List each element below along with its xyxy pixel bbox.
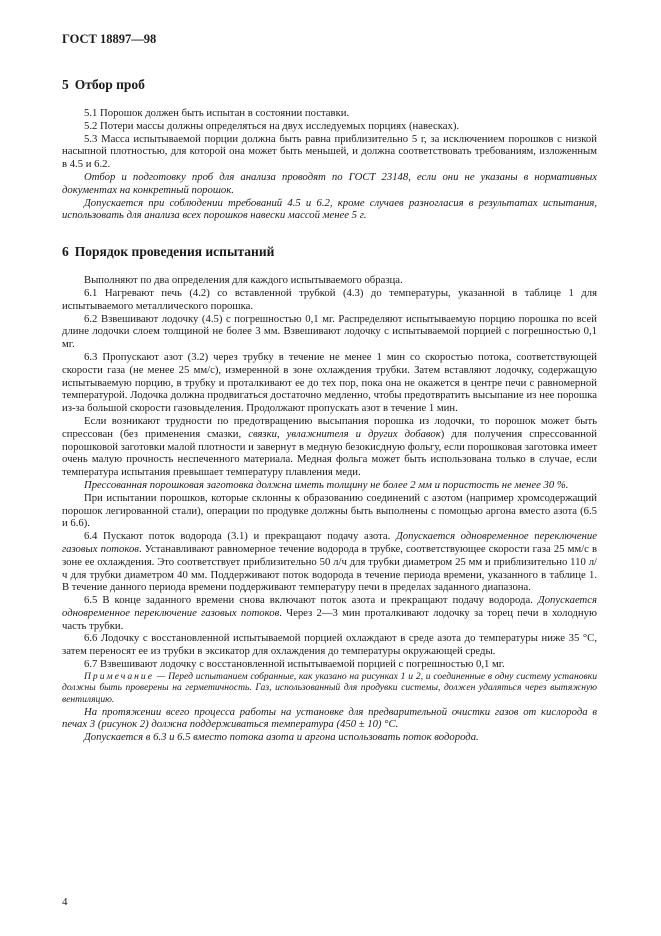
- paragraph-final-2: Допускается в 6.3 и 6.5 вместо потока азота и аргона использовать поток водорода.: [84, 731, 479, 744]
- section-6-body: [62, 274, 597, 744]
- italic-run: Допускается одновременное переключение газовых потоков: [62, 594, 597, 619]
- paragraph-6-3-argon: При испытании порошков, которые склонны к образованию соединений с азотом (например хромсодержащий порошок легированной стали), операции по продувке должны быть выполнены с помощью аргона вместо азота (6.5 и 6.6).: [62, 491, 597, 530]
- section-6-heading: [62, 244, 597, 260]
- paragraph-5-1: 5.1 Порошок должен быть испытан в состоянии поставки.: [84, 107, 350, 119]
- text-run: 6.4 Пускают поток водорода (3.1) и прекращают подачу азота.: [84, 530, 396, 543]
- section-5-body: [62, 107, 597, 222]
- paragraph-sampling-note: Отбор и подготовку проб для анализа проводят по ГОСТ 23148, если они не указаны в нормативных документах на конкретный порошок.: [62, 170, 597, 196]
- paragraph-6-3: 6.3 Пропускают азот (3.2) через трубку в течение не менее 1 мин со скоростью потока, соответствующей скорости газа (не менее 25 мм/с), измеренной в зоне охлаждения трубки. Затем вставляют лодочку, содержащую испытываемую порцию, в трубку и проталкивают ее до тех пор, пока она не окажется в центре печи с равномерной температурой. Лодочка должна продвигаться достаточно медленно, чтобы предотвратить высыпание из нее порошка из-за большой скорости газовыделения. Продолжают пропускать азот в течение 1 мин.: [62, 350, 597, 415]
- text-run: Если возникают трудности по предотвращению высыпания порошка из лодочки, то порошок может быть спрессован (без применения смазки,: [62, 414, 597, 440]
- section-5-number: 5: [62, 77, 69, 92]
- page-number: 4: [62, 896, 68, 908]
- paragraph-6-2: 6.2 Взвешивают лодочку (4.5) с погрешностью 0,1 мг. Распределяют испытываемую порцию порошка по всей длине лодочки слоем толщиной не более 3 мм. Взвешивают лодочку с испытываемой порцией с погрешностью 0,1 мг.: [62, 312, 597, 351]
- document-id: ГОСТ 18897—98: [62, 32, 157, 46]
- paragraph-6-3-thickness: Прессованная порошковая заготовка должна иметь толщину не более 2 мм и пористость не менее 30 %.: [84, 478, 569, 491]
- paragraph-6-4: [62, 530, 597, 594]
- section-6-number: 6: [62, 244, 69, 260]
- note-paragraph: [62, 671, 597, 706]
- paragraph-6-7: 6.7 Взвешивают лодочку с восстановленной испытываемой порцией с погрешностью 0,1 мг.: [84, 658, 505, 671]
- text-run: ) для получения спрессованной порошковой заготовки малой плотности и завернут в медную безокисдную фольгу, если порошковая заготовка имеет очень малую прочность неспеченного материала. Медная фольга может быть использована только в случае, если температура испытания превышает температуру плавления меди.: [62, 427, 598, 479]
- paragraph-6-1: 6.1 Нагревают печь (4.2) со вставленной трубкой (4.3) до температуры, указанной в таблице 1 для испытываемого металлического порошка.: [62, 286, 597, 312]
- paragraph-allowance-note: Допускается при соблюдении требований 4.5 и 6.2, кроме случаев разногласия в результатах испытания, использовать для анализа всех порошков навески массой менее 5 г.: [62, 196, 597, 222]
- text-run: . Через 2—3 мин проталкивают лодочку за торец печи в холодную часть трубки.: [62, 606, 597, 632]
- document-page: [62, 32, 597, 744]
- paragraph-6-6: 6.6 Лодочку с восстановленной испытываемой порцией охлаждают в среде азота до температуры ниже 35 °С, затем переносят ее из трубки в эксикатор для охлаждения до температуры окружающей среды.: [62, 632, 597, 658]
- italic-run: связки, увлажнителя и других добавок: [248, 427, 441, 440]
- italic-run: Допускается одновременное переключение газовых потоков: [62, 530, 597, 555]
- note-label: Примечание: [84, 670, 154, 682]
- section-6-title: Порядок проведения испытаний: [74, 244, 275, 260]
- paragraph-6-5: [62, 594, 597, 632]
- paragraph-5-3: 5.3 Масса испытываемой порции должна быть равна приблизительно 5 г, за исключением порошков с низкой насыпной плотностью, для которой она может быть меньшей, и должна соответствовать требованиям, изложенным в 4.5 и 6.2.: [62, 132, 597, 171]
- paragraph-6-intro: Выполняют по два определения для каждого испытываемого образца.: [84, 274, 403, 287]
- paragraph-final-1: На протяжении всего процесса работы на установке для предварительной очистки газов от кислорода в печах 3 (рисунок 2) должна поддерживаться температура (450 ± 10) °С.: [62, 705, 597, 731]
- paragraph-5-2: 5.2 Потери массы должны определяться на двух исследуемых порциях (навесках).: [84, 119, 460, 132]
- paragraph-6-3-pressing: [62, 415, 597, 479]
- note-text: — Перед испытанием собранные, как указано на рисунках 1 и 2, и соединенные в одну систему установки должны быть проверены на герметичность. Газ, использованный для продувки системы, должен удаляться через вытяжную вентиляцию.: [62, 670, 597, 706]
- text-run: . Устанавливают равномерное течение водорода в трубке, соответствующее скорости газа 25 мм/с в зоне ее охлаждения. Это соответствует приблизительно 50 л/ч для трубки диаметром 25 мм и приблизительно 110 л/ч для трубки диаметром 40 мм. Поддерживают поток водорода в течение периода времени, указанного в таблице 1. В течение данного периода времени поддерживают температуру печи в пределах заданного диапазона.: [62, 542, 597, 594]
- section-5-heading: [62, 77, 597, 93]
- section-5-title: Отбор проб: [74, 77, 145, 92]
- text-run: 6.5 В конце заданного времени снова включают поток азота и прекращают подачу водорода.: [84, 594, 538, 607]
